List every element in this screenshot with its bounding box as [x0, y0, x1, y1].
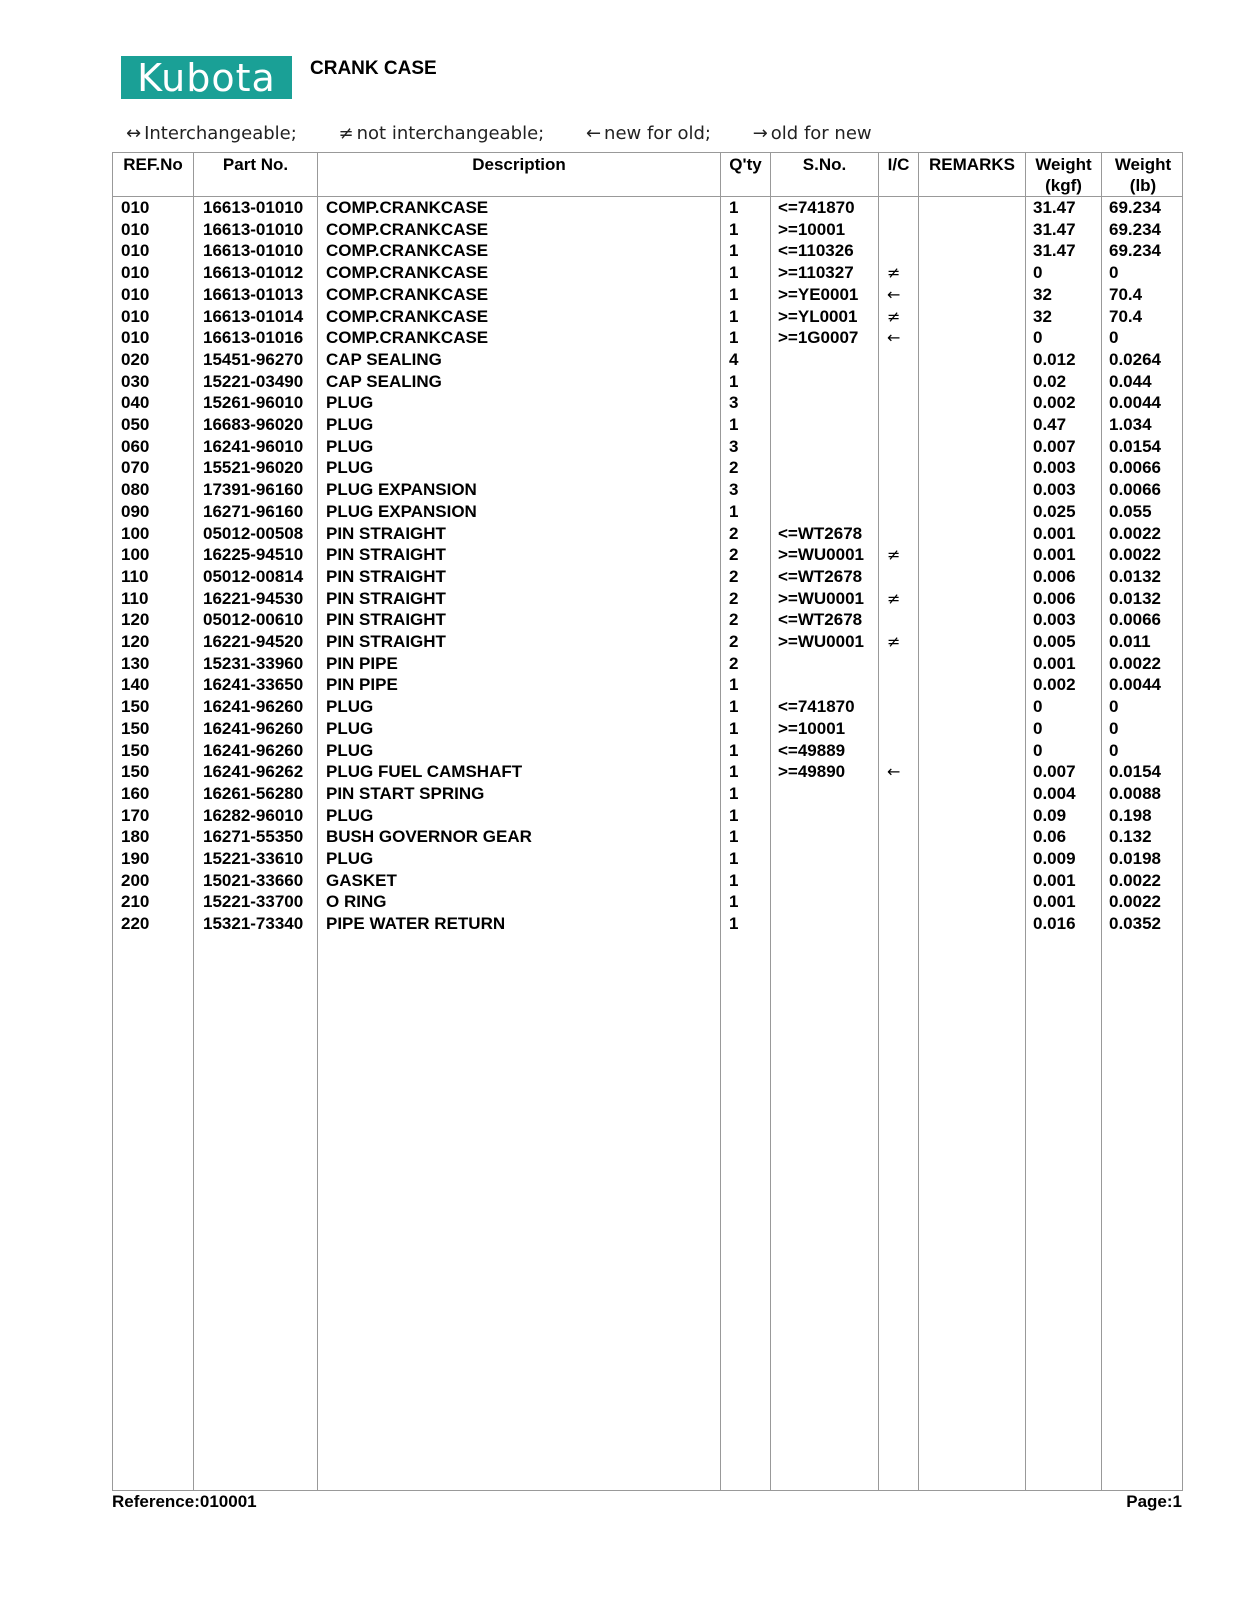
serial-no-cell: <=WT2678	[778, 610, 863, 630]
table-row	[113, 696, 1182, 718]
quantity-cell: 1	[729, 328, 739, 348]
weight-kgf-cell: 0.007	[1033, 436, 1076, 456]
table-row	[113, 718, 1182, 740]
weight-lb-cell: 69.234	[1109, 241, 1161, 261]
description-cell: COMP.CRANKCASE	[326, 263, 489, 283]
ref-no-cell: 100	[121, 545, 150, 565]
serial-no-cell: >=1G0007	[778, 328, 859, 348]
table-row	[113, 783, 1182, 805]
weight-lb-cell: 0.0022	[1109, 892, 1161, 912]
interchangeability-cell: ≠	[887, 263, 901, 283]
ref-no-cell: 150	[121, 697, 150, 717]
quantity-cell: 1	[729, 501, 739, 521]
weight-kgf-cell: 0.004	[1033, 783, 1076, 803]
ref-no-cell: 160	[121, 783, 150, 803]
part-no-cell: 16241-33650	[203, 675, 304, 695]
quantity-cell: 3	[729, 480, 739, 500]
weight-lb-cell: 1.034	[1109, 415, 1152, 434]
table-row	[113, 457, 1182, 479]
ref-no-cell: 070	[121, 458, 150, 478]
table-row	[113, 371, 1182, 393]
weight-kgf-cell: 0.012	[1033, 349, 1076, 369]
part-no-cell: 15221-33610	[203, 849, 304, 868]
part-no-cell: 16241-96010	[203, 436, 304, 456]
description-cell: PLUG	[326, 415, 374, 434]
table-row	[113, 219, 1182, 241]
serial-no-cell: <=WT2678	[778, 566, 863, 586]
part-no-cell: 16613-01012	[203, 263, 304, 283]
quantity-cell: 2	[729, 610, 739, 630]
legend-old-for-new: → old for new	[752, 123, 872, 144]
quantity-cell: 1	[729, 198, 739, 217]
table-row	[113, 479, 1182, 501]
description-cell: COMP.CRANKCASE	[326, 284, 489, 304]
description-cell: PLUG	[326, 436, 374, 456]
weight-lb-cell: 70.4	[1109, 306, 1143, 326]
weight-lb-cell: 0	[1109, 328, 1119, 348]
page-title: CRANK CASE	[310, 58, 437, 79]
part-no-cell: 16221-94530	[203, 588, 304, 608]
weight-lb-cell: 0.0022	[1109, 523, 1161, 543]
ref-no-cell: 010	[121, 241, 150, 261]
ref-no-cell: 140	[121, 675, 150, 695]
interchangeability-cell: ←	[887, 762, 901, 782]
weight-kgf-cell: 0.47	[1033, 415, 1067, 434]
part-no-cell: 05012-00814	[203, 566, 304, 586]
part-no-cell: 15021-33660	[203, 870, 304, 890]
description-cell: PLUG	[326, 393, 374, 413]
weight-lb-cell: 0.0088	[1109, 783, 1161, 803]
quantity-cell: 2	[729, 588, 739, 608]
quantity-cell: 2	[729, 653, 739, 673]
quantity-cell: 1	[729, 849, 739, 868]
ref-no-cell: 200	[121, 870, 150, 890]
weight-kgf-cell: 0.006	[1033, 566, 1076, 586]
weight-lb-cell: 0	[1109, 263, 1119, 283]
ref-no-cell: 150	[121, 718, 150, 738]
table-row	[113, 588, 1182, 610]
ref-no-cell: 020	[121, 349, 150, 369]
legend-new-for-old: ← new for old;	[585, 123, 711, 144]
table-row	[113, 197, 1182, 219]
weight-lb-cell: 0.0066	[1109, 480, 1161, 500]
part-no-cell: 15221-03490	[203, 371, 304, 391]
serial-no-cell: >=WU0001	[778, 545, 864, 565]
quantity-cell: 1	[729, 284, 739, 304]
description-cell: PLUG	[326, 740, 374, 760]
weight-lb-cell: 0.044	[1109, 371, 1152, 391]
weight-kgf-cell: 0.06	[1033, 827, 1067, 847]
header-weight-kgf: Weight (kgf)	[1035, 155, 1092, 195]
part-no-cell: 16271-55350	[203, 827, 304, 847]
weight-kgf-cell: 0.09	[1033, 805, 1067, 825]
quantity-cell: 2	[729, 523, 739, 543]
header-ic: I/C	[887, 155, 910, 174]
description-cell: CAP SEALING	[326, 371, 442, 391]
weight-kgf-cell: 0	[1033, 263, 1043, 283]
serial-no-cell: >=10001	[778, 219, 846, 239]
ref-no-cell: 120	[121, 610, 150, 630]
table-row	[113, 436, 1182, 458]
quantity-cell: 1	[729, 306, 739, 326]
weight-lb-cell: 0.0352	[1109, 914, 1161, 934]
table-row	[113, 674, 1182, 696]
footer-page-number: Page:1	[1126, 1492, 1182, 1511]
weight-lb-cell: 0.0066	[1109, 610, 1161, 630]
quantity-cell: 1	[729, 263, 739, 283]
part-no-cell: 15321-73340	[203, 914, 304, 934]
ref-no-cell: 120	[121, 632, 150, 651]
quantity-cell: 2	[729, 632, 739, 651]
ref-no-cell: 060	[121, 436, 150, 456]
weight-lb-cell: 0.0022	[1109, 545, 1161, 565]
quantity-cell: 1	[729, 762, 739, 782]
header-part-no: Part No.	[222, 155, 289, 174]
description-cell: COMP.CRANKCASE	[326, 241, 489, 261]
table-row	[113, 631, 1182, 653]
weight-kgf-cell: 31.47	[1033, 198, 1076, 217]
weight-kgf-cell: 0.001	[1033, 870, 1076, 890]
weight-lb-cell: 0.0132	[1109, 588, 1161, 608]
description-cell: PIN STRAIGHT	[326, 566, 446, 586]
table-row	[113, 327, 1182, 349]
serial-no-cell: >=YL0001	[778, 306, 858, 326]
quantity-cell: 1	[729, 740, 739, 760]
weight-kgf-cell: 0.006	[1033, 588, 1076, 608]
table-row	[113, 306, 1182, 328]
table-row	[113, 240, 1182, 262]
table-row	[113, 392, 1182, 414]
weight-kgf-cell: 0.002	[1033, 393, 1076, 413]
part-no-cell: 15521-96020	[203, 458, 304, 478]
part-no-cell: 15261-96010	[203, 393, 304, 413]
weight-kgf-cell: 31.47	[1033, 219, 1076, 239]
quantity-cell: 1	[729, 675, 739, 695]
weight-lb-cell: 0.0154	[1109, 436, 1161, 456]
ref-no-cell: 010	[121, 284, 150, 304]
parts-table	[112, 152, 1183, 1491]
table-row	[113, 805, 1182, 827]
part-no-cell: 16221-94520	[203, 632, 304, 651]
legend-interchangeable: ↔ Interchangeable;	[126, 123, 297, 144]
quantity-cell: 1	[729, 827, 739, 847]
serial-no-cell: <=49889	[778, 740, 846, 760]
weight-kgf-cell: 0.005	[1033, 632, 1076, 651]
quantity-cell: 3	[729, 393, 739, 413]
interchangeability-cell: ←	[887, 284, 901, 304]
part-no-cell: 16613-01010	[203, 241, 304, 261]
quantity-cell: 3	[729, 436, 739, 456]
weight-kgf-cell: 0	[1033, 740, 1043, 760]
quantity-cell: 4	[729, 349, 739, 369]
description-cell: PLUG	[326, 697, 374, 717]
ref-no-cell: 170	[121, 805, 150, 825]
quantity-cell: 1	[729, 805, 739, 825]
ref-no-cell: 150	[121, 762, 150, 782]
ref-no-cell: 030	[121, 371, 150, 391]
description-cell: PIN STRAIGHT	[326, 610, 446, 630]
table-row	[113, 349, 1182, 371]
footer-reference: Reference:010001	[112, 1492, 257, 1511]
description-cell: PIN STRAIGHT	[326, 545, 446, 565]
description-cell: PIN STRAIGHT	[326, 588, 446, 608]
description-cell: GASKET	[326, 870, 397, 890]
ref-no-cell: 110	[121, 588, 149, 608]
table-row	[113, 653, 1182, 675]
weight-lb-cell: 0.0022	[1109, 653, 1161, 673]
legend-not-interchangeable: ≠ not interchangeable;	[338, 123, 545, 144]
serial-no-cell: <=110326	[778, 241, 854, 261]
part-no-cell: 15231-33960	[203, 653, 304, 673]
ref-no-cell: 010	[121, 198, 150, 217]
weight-kgf-cell: 0.007	[1033, 762, 1076, 782]
part-no-cell: 16613-01014	[203, 306, 304, 326]
weight-lb-cell: 69.234	[1109, 198, 1161, 217]
description-cell: PIPE WATER RETURN	[326, 914, 506, 934]
serial-no-cell: >=10001	[778, 718, 846, 738]
table-row	[113, 848, 1182, 870]
part-no-cell: 16613-01010	[203, 219, 304, 239]
part-no-cell: 16613-01016	[203, 328, 304, 348]
weight-kgf-cell: 0	[1033, 718, 1043, 738]
interchangeability-cell: ≠	[887, 306, 901, 326]
weight-kgf-cell: 0.001	[1033, 523, 1076, 543]
description-cell: BUSH GOVERNOR GEAR	[326, 827, 532, 847]
table-row	[113, 740, 1182, 762]
description-cell: PLUG	[326, 805, 374, 825]
weight-kgf-cell: 0.002	[1033, 675, 1076, 695]
part-no-cell: 16241-96260	[203, 697, 304, 717]
description-cell: PLUG	[326, 458, 374, 478]
table-row	[113, 609, 1182, 631]
ref-no-cell: 110	[121, 566, 149, 586]
serial-no-cell: >=110327	[778, 263, 854, 283]
description-cell: PLUG EXPANSION	[326, 501, 477, 521]
interchangeability-cell: ≠	[887, 588, 901, 608]
ref-no-cell: 210	[121, 892, 150, 912]
weight-lb-cell: 0.0022	[1109, 870, 1161, 890]
weight-lb-cell: 0.0154	[1109, 762, 1161, 782]
weight-kgf-cell: 0.025	[1033, 501, 1076, 521]
serial-no-cell: >=49890	[778, 762, 846, 782]
part-no-cell: 16225-94510	[203, 545, 304, 565]
weight-lb-cell: 69.234	[1109, 219, 1161, 239]
part-no-cell: 15451-96270	[203, 349, 304, 369]
description-cell: COMP.CRANKCASE	[326, 328, 489, 348]
part-no-cell: 16261-56280	[203, 783, 304, 803]
part-no-cell: 16271-96160	[203, 501, 304, 521]
header-qty: Q'ty	[729, 155, 762, 174]
table-row	[113, 284, 1182, 306]
description-cell: COMP.CRANKCASE	[326, 219, 489, 239]
description-cell: PLUG	[326, 718, 374, 738]
ref-no-cell: 010	[121, 263, 150, 283]
header-weight-lb: Weight (lb)	[1114, 155, 1172, 195]
header-description: Description	[472, 155, 566, 174]
quantity-cell: 2	[729, 545, 739, 565]
weight-kgf-cell: 0.003	[1033, 480, 1076, 500]
description-cell: COMP.CRANKCASE	[326, 306, 489, 326]
description-cell: COMP.CRANKCASE	[326, 198, 489, 217]
quantity-cell: 2	[729, 458, 739, 478]
quantity-cell: 1	[729, 371, 739, 391]
description-cell: CAP SEALING	[326, 349, 442, 369]
weight-kgf-cell: 0.009	[1033, 849, 1076, 868]
interchangeability-cell: ≠	[887, 632, 901, 651]
description-cell: PLUG FUEL CAMSHAFT	[326, 762, 523, 782]
weight-lb-cell: 0.0132	[1109, 566, 1161, 586]
weight-lb-cell: 0.0044	[1109, 393, 1161, 413]
ref-no-cell: 040	[121, 393, 150, 413]
quantity-cell: 1	[729, 892, 739, 912]
header-serial-no: S.No.	[802, 155, 847, 174]
quantity-cell: 1	[729, 219, 739, 239]
ref-no-cell: 130	[121, 653, 150, 673]
part-no-cell: 16241-96260	[203, 740, 304, 760]
table-row	[113, 523, 1182, 545]
part-no-cell: 16683-96020	[203, 415, 304, 434]
description-cell: PLUG	[326, 849, 374, 868]
quantity-cell: 1	[729, 718, 739, 738]
part-no-cell: 05012-00508	[203, 523, 304, 543]
quantity-cell: 1	[729, 415, 739, 434]
ref-no-cell: 090	[121, 501, 150, 521]
serial-no-cell: <=741870	[778, 697, 855, 717]
quantity-cell: 1	[729, 914, 739, 934]
description-cell: PIN PIPE	[326, 653, 398, 673]
kubota-logo: Kubota	[121, 56, 292, 99]
ref-no-cell: 190	[121, 849, 150, 868]
quantity-cell: 2	[729, 566, 739, 586]
weight-lb-cell: 0	[1109, 697, 1119, 717]
weight-kgf-cell: 0.001	[1033, 892, 1076, 912]
quantity-cell: 1	[729, 870, 739, 890]
weight-kgf-cell: 31.47	[1033, 241, 1076, 261]
description-cell: PIN STRAIGHT	[326, 523, 446, 543]
weight-lb-cell: 0.055	[1109, 501, 1152, 521]
table-row	[113, 501, 1182, 523]
table-row	[113, 262, 1182, 284]
interchangeability-cell: ←	[887, 328, 901, 348]
weight-kgf-cell: 0	[1033, 697, 1043, 717]
weight-kgf-cell: 0.02	[1033, 371, 1067, 391]
table-row	[113, 826, 1182, 848]
part-no-cell: 16613-01013	[203, 284, 304, 304]
weight-kgf-cell: 32	[1033, 284, 1052, 304]
weight-kgf-cell: 0.016	[1033, 914, 1076, 934]
table-row	[113, 761, 1182, 783]
weight-kgf-cell: 0	[1033, 328, 1043, 348]
quantity-cell: 1	[729, 697, 739, 717]
serial-no-cell: >=WU0001	[778, 588, 864, 608]
ref-no-cell: 010	[121, 306, 150, 326]
weight-lb-cell: 0.0198	[1109, 849, 1161, 868]
ref-no-cell: 080	[121, 480, 150, 500]
ref-no-cell: 220	[121, 914, 150, 934]
part-no-cell: 05012-00610	[203, 610, 304, 630]
table-row	[113, 870, 1182, 892]
weight-lb-cell: 0.132	[1109, 827, 1152, 847]
weight-kgf-cell: 32	[1033, 306, 1052, 326]
table-row	[113, 544, 1182, 566]
serial-no-cell: >=YE0001	[778, 284, 859, 304]
weight-kgf-cell: 0.003	[1033, 610, 1076, 630]
description-cell: PIN START SPRING	[326, 783, 485, 803]
part-no-cell: 16613-01010	[203, 198, 304, 217]
table-row	[113, 414, 1182, 436]
serial-no-cell: >=WU0001	[778, 632, 864, 651]
header-ref-no: REF.No	[123, 155, 183, 174]
part-no-cell: 17391-96160	[203, 480, 304, 500]
weight-lb-cell: 0	[1109, 740, 1119, 760]
ref-no-cell: 010	[121, 219, 150, 239]
weight-lb-cell: 70.4	[1109, 284, 1143, 304]
ref-no-cell: 180	[121, 827, 150, 847]
part-no-cell: 16282-96010	[203, 805, 304, 825]
serial-no-cell: <=741870	[778, 198, 855, 217]
weight-lb-cell: 0.011	[1109, 632, 1151, 651]
part-no-cell: 16241-96260	[203, 718, 304, 738]
quantity-cell: 1	[729, 241, 739, 261]
header-remarks: REMARKS	[929, 155, 1015, 174]
weight-lb-cell: 0.0066	[1109, 458, 1161, 478]
weight-lb-cell: 0	[1109, 718, 1119, 738]
ref-no-cell: 150	[121, 740, 150, 760]
weight-lb-cell: 0.198	[1109, 805, 1152, 825]
weight-lb-cell: 0.0044	[1109, 675, 1161, 695]
description-cell: PLUG EXPANSION	[326, 480, 477, 500]
table-row	[113, 913, 1182, 935]
weight-lb-cell: 0.0264	[1109, 349, 1161, 369]
legend	[126, 123, 908, 144]
ref-no-cell: 010	[121, 328, 150, 348]
weight-kgf-cell: 0.003	[1033, 458, 1076, 478]
table-row	[113, 566, 1182, 588]
description-cell: PIN PIPE	[326, 675, 398, 695]
part-no-cell: 15221-33700	[203, 892, 304, 912]
ref-no-cell: 100	[121, 523, 150, 543]
weight-kgf-cell: 0.001	[1033, 653, 1076, 673]
serial-no-cell: <=WT2678	[778, 523, 863, 543]
quantity-cell: 1	[729, 783, 739, 803]
part-no-cell: 16241-96262	[203, 762, 304, 782]
table-row	[113, 891, 1182, 913]
ref-no-cell: 050	[121, 415, 150, 434]
interchangeability-cell: ≠	[887, 545, 901, 565]
weight-kgf-cell: 0.001	[1033, 545, 1076, 565]
description-cell: PIN STRAIGHT	[326, 632, 446, 651]
description-cell: O RING	[326, 892, 387, 912]
